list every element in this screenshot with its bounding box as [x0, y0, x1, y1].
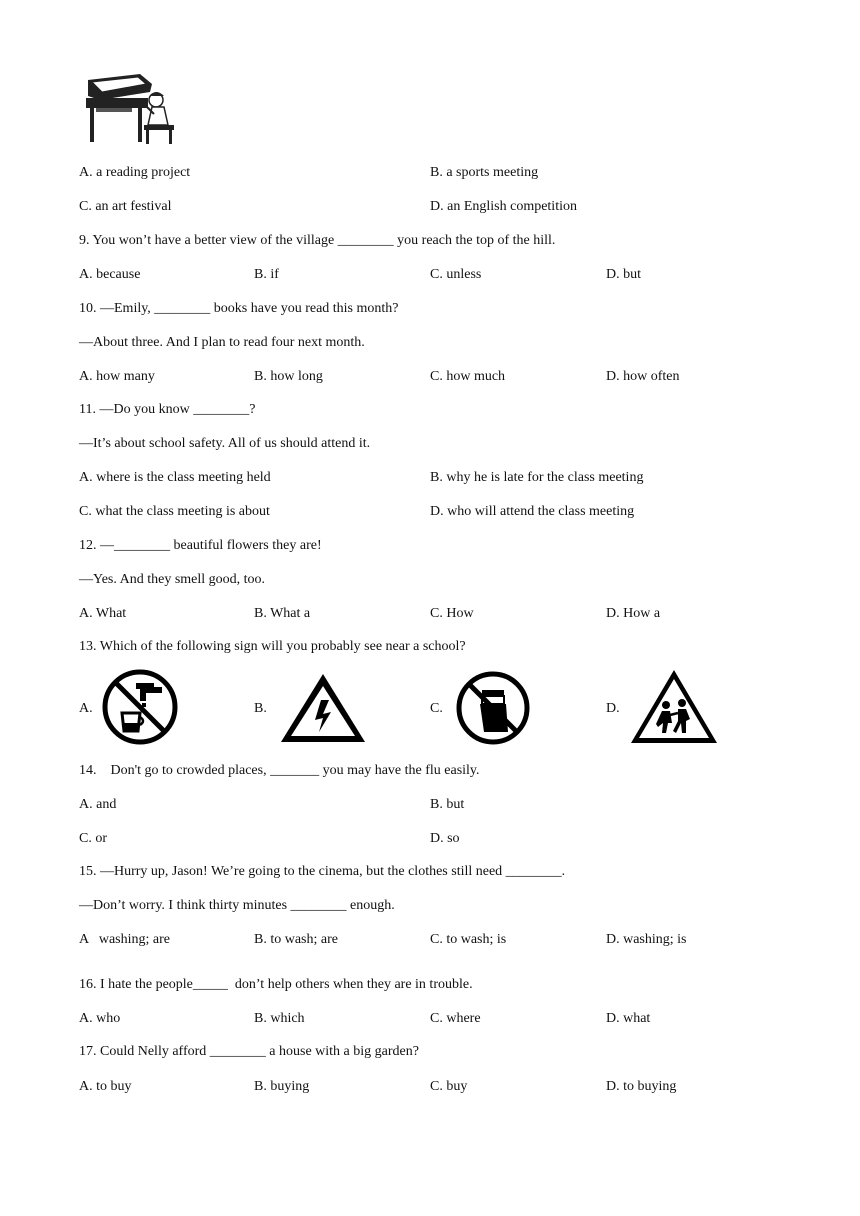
- q9-option-d[interactable]: D. but: [606, 267, 641, 282]
- q10-option-a[interactable]: A. how many: [79, 369, 155, 384]
- q11-stem: 11. —Do you know ________?: [79, 402, 256, 417]
- q10-reply: —About three. And I plan to read four next month.: [79, 335, 365, 350]
- q14-option-c[interactable]: C. or: [79, 831, 107, 846]
- q11-reply: —It’s about school safety. All of us should attend it.: [79, 436, 371, 451]
- q16-stem: 16. I hate the people_____ don’t help others when they are in trouble.: [79, 977, 473, 992]
- q11-option-b[interactable]: B. why he is late for the class meeting: [430, 470, 644, 485]
- q12-option-a[interactable]: A. What: [79, 606, 127, 621]
- q15-option-b[interactable]: B. to wash; are: [254, 932, 338, 947]
- q12-stem: 12. —________ beautiful flowers they are!: [79, 538, 322, 553]
- q8-option-b[interactable]: B. a sports meeting: [430, 165, 539, 180]
- children-crossing-sign-icon: [628, 667, 720, 747]
- q10-option-b[interactable]: B. how long: [254, 369, 323, 384]
- q14-option-b[interactable]: B. but: [430, 797, 465, 812]
- q17-stem: 17. Could Nelly afford ________ a house with a big garden?: [79, 1044, 419, 1059]
- q11-option-a[interactable]: A. where is the class meeting held: [79, 470, 271, 485]
- q13-option-c[interactable]: C.: [430, 701, 443, 716]
- q17-option-d[interactable]: D. to buying: [606, 1079, 677, 1094]
- q14-stem: 14. Don't go to crowded places, _______ you may have the flu easily.: [79, 763, 480, 778]
- q17-option-c[interactable]: C. buy: [430, 1079, 468, 1094]
- q10-option-d[interactable]: D. how often: [606, 369, 680, 384]
- q10-option-c[interactable]: C. how much: [430, 369, 506, 384]
- no-touching-sign-icon: [454, 670, 532, 746]
- q15-reply: —Don’t worry. I think thirty minutes ________ enough.: [79, 898, 395, 913]
- q17-option-a[interactable]: A. to buy: [79, 1079, 132, 1094]
- q9-option-c[interactable]: C. unless: [430, 267, 482, 282]
- q15-option-a[interactable]: A washing; are: [79, 932, 170, 947]
- q8-option-c[interactable]: C. an art festival: [79, 199, 172, 214]
- q9-option-a[interactable]: A. because: [79, 267, 141, 282]
- q16-option-a[interactable]: A. who: [79, 1011, 121, 1026]
- q16-option-b[interactable]: B. which: [254, 1011, 305, 1026]
- no-drinking-water-sign-icon: [100, 669, 180, 745]
- q14-option-d[interactable]: D. so: [430, 831, 460, 846]
- q12-option-d[interactable]: D. How a: [606, 606, 661, 621]
- q13-option-a[interactable]: A.: [79, 701, 93, 716]
- q17-option-b[interactable]: B. buying: [254, 1079, 310, 1094]
- q13-option-d[interactable]: D.: [606, 701, 620, 716]
- q16-option-c[interactable]: C. where: [430, 1011, 481, 1026]
- q11-option-c[interactable]: C. what the class meeting is about: [79, 504, 270, 519]
- q16-option-d[interactable]: D. what: [606, 1011, 651, 1026]
- q12-reply: —Yes. And they smell good, too.: [79, 572, 266, 587]
- q10-stem: 10. —Emily, ________ books have you read this month?: [79, 301, 399, 316]
- q12-option-b[interactable]: B. What a: [254, 606, 311, 621]
- q13-option-b[interactable]: B.: [254, 701, 267, 716]
- q11-option-d[interactable]: D. who will attend the class meeting: [430, 504, 635, 519]
- q9-stem: 9. You won’t have a better view of the village ________ you reach the top of the hill.: [79, 233, 556, 248]
- q15-stem: 15. —Hurry up, Jason! We’re going to the cinema, but the clothes still need ________.: [79, 864, 566, 879]
- q8-option-a[interactable]: A. a reading project: [79, 165, 191, 180]
- q12-option-c[interactable]: C. How: [430, 606, 474, 621]
- q8-option-d[interactable]: D. an English competition: [430, 199, 577, 214]
- q14-option-a[interactable]: A. and: [79, 797, 117, 812]
- piano-player-illustration: [80, 70, 180, 150]
- q15-option-c[interactable]: C. to wash; is: [430, 932, 507, 947]
- q13-stem: 13. Which of the following sign will you probably see near a school?: [79, 639, 466, 654]
- q15-option-d[interactable]: D. washing; is: [606, 932, 687, 947]
- high-voltage-sign-icon: [277, 670, 369, 746]
- q9-option-b[interactable]: B. if: [254, 267, 279, 282]
